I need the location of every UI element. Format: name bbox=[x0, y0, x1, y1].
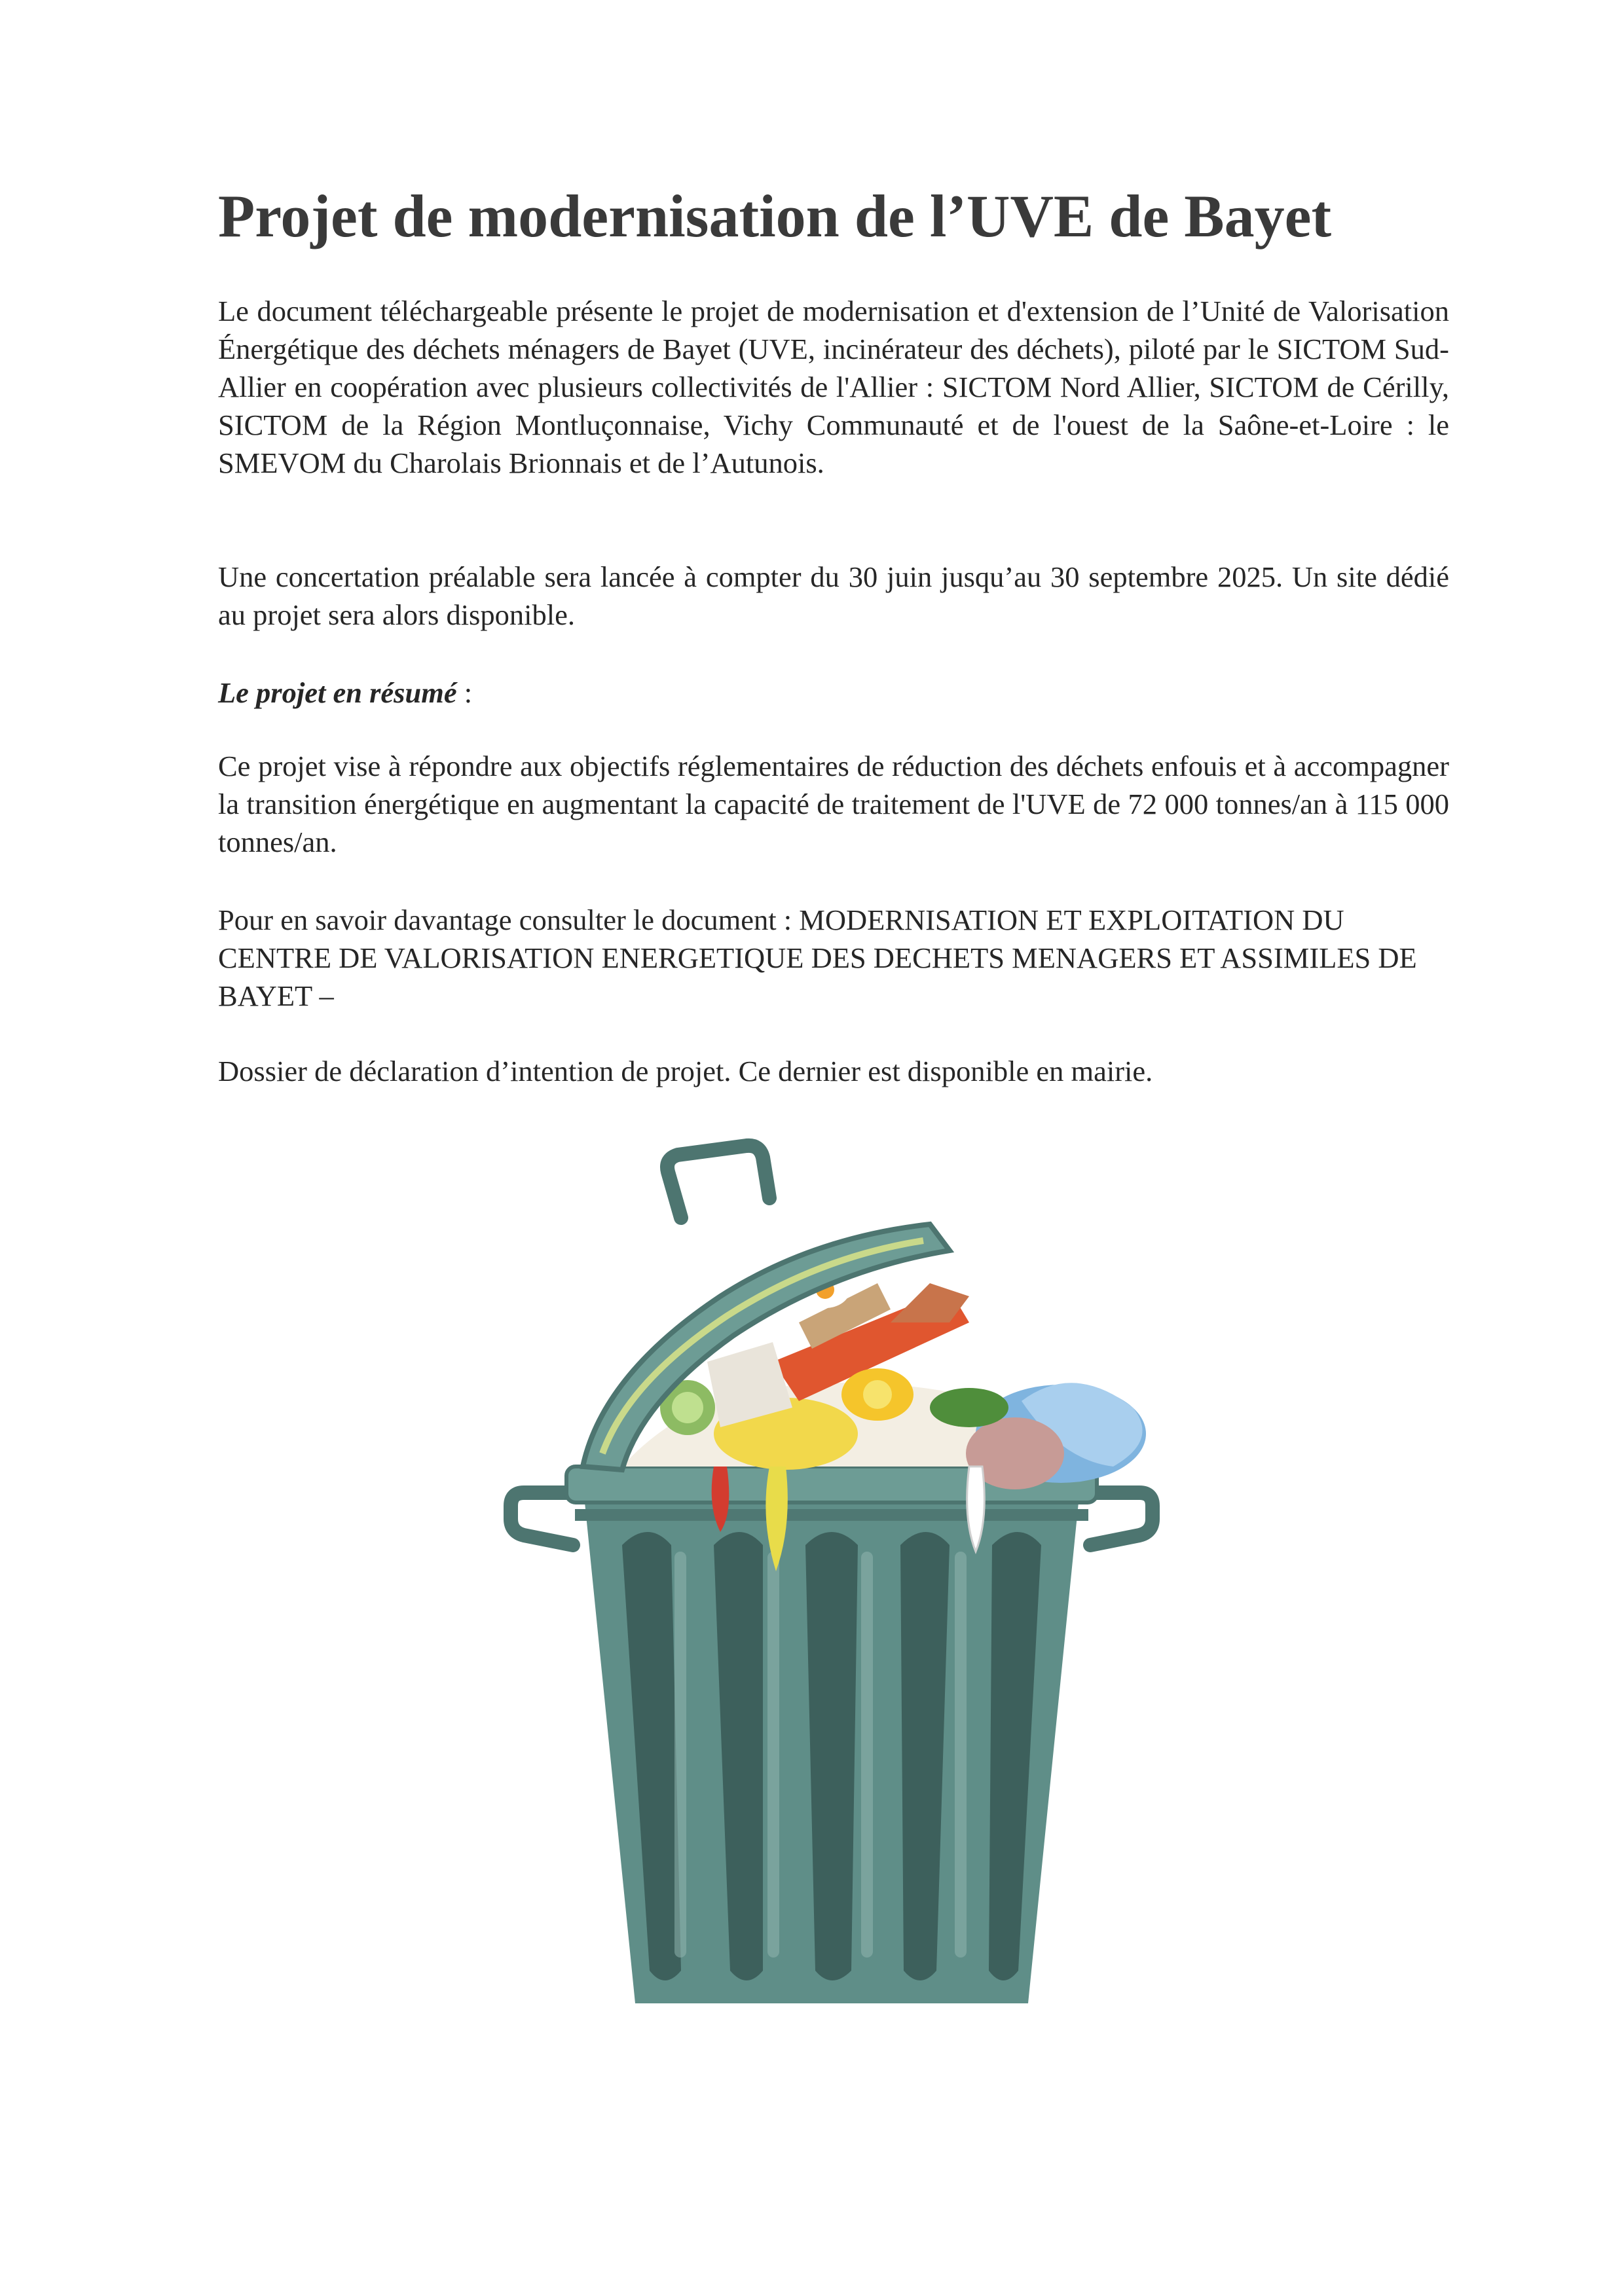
concertation-paragraph: Une concertation préalable sera lancée à compter du 30 juin jusqu’au 30 septembre 2025. Un site dédié au projet sera alors disponible. bbox=[218, 560, 1449, 631]
more-info-paragraph: Pour en savoir davantage consulter le document : MODERNISATION ET EXPLOITATION DU CENTRE DE VALORISATION ENERGETIQUE DES DECHETS MENAGERS ET ASSIMILES DE BAYET – bbox=[218, 903, 1417, 1012]
right-handle bbox=[1087, 1493, 1153, 1545]
lid-handle bbox=[667, 1146, 769, 1218]
intro-paragraph: Le document téléchargeable présente le projet de modernisation et d'extension de l’Unité de Valorisation Énergétique des déchets ménagers de Bayet (UVE, incinérateur des déchets), piloté par le SICTOM Sud-Allier en coopération avec plusieurs collectivités de l'Allier : SICTOM Nord Allier, SICTOM de Cérilly, SICTOM de la Région Montluçonnaise, Vichy Communauté et de l'ouest de la Saône-et-Loire : le SMEVOM du Charolais Brionnais et de l’Autunois. bbox=[218, 295, 1449, 479]
page-title: Projet de modernisation de l’UVE de Bayet bbox=[218, 183, 1332, 249]
summary-paragraph: Ce projet vise à répondre aux objectifs réglementaires de réduction des déchets enfouis et à accompagner la transition énergétique en augmentant la capacité de traitement de l'UVE de 72 000 tonnes/an à 115 000 tonnes/an. bbox=[218, 750, 1449, 858]
summary-label-suffix: : bbox=[456, 676, 473, 709]
trash-can-illustration bbox=[406, 1126, 1257, 2016]
left-handle bbox=[511, 1493, 576, 1545]
summary-label: Le projet en résumé bbox=[218, 676, 457, 709]
dossier-paragraph: Dossier de déclaration d’intention de projet. Ce dernier est disponible en mairie. bbox=[218, 1055, 1153, 1087]
summary-heading bbox=[218, 674, 1449, 712]
